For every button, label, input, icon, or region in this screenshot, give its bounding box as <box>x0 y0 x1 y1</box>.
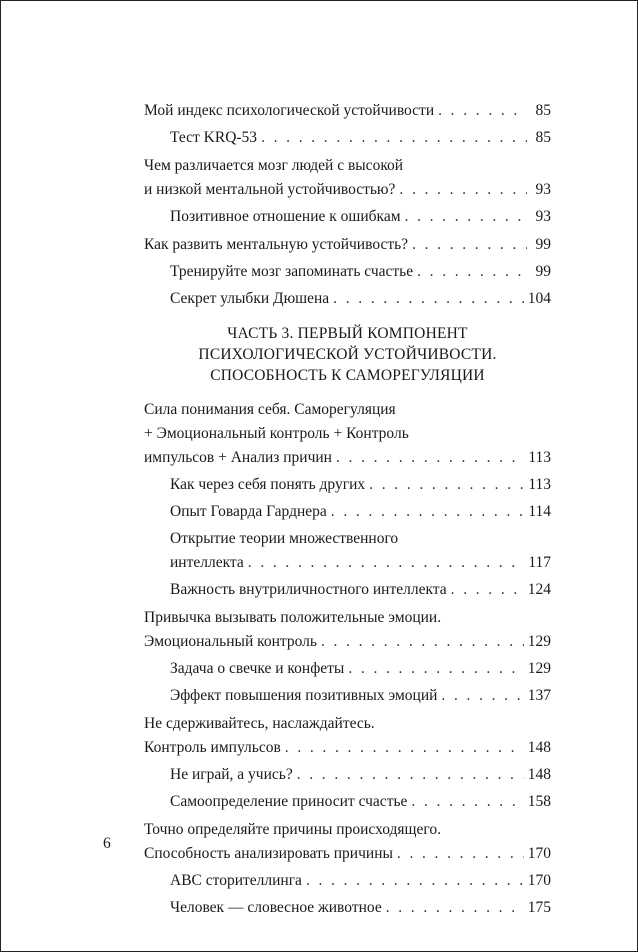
entry-last-line <box>170 260 551 284</box>
toc-subentry <box>144 763 551 787</box>
toc-subentry <box>144 260 551 284</box>
entry-page-number: 148 <box>527 739 551 756</box>
entry-title-line: Мой индекс психологической устойчивости <box>144 102 435 119</box>
dot-leader <box>285 736 524 760</box>
entry-page-number: 93 <box>535 208 551 225</box>
entry-page-number: 170 <box>527 845 551 862</box>
entry-page-number: 99 <box>535 263 551 280</box>
entry-page-number: 104 <box>527 290 551 307</box>
entry-title-line: Не сдерживайтесь, наслаждайтесь. <box>144 715 375 732</box>
toc-subentry <box>144 578 551 602</box>
dot-leader <box>397 842 524 866</box>
entry-last-line <box>144 736 551 760</box>
entry-title-line: интеллекта <box>170 554 244 571</box>
entry-title-line: Привычка вызывать положительные эмоции. <box>144 609 442 626</box>
entry-last-line <box>170 205 551 229</box>
dot-leader <box>297 763 524 787</box>
entry-page-number: 114 <box>528 503 551 520</box>
toc-subentry <box>144 790 551 814</box>
entry-last-line <box>170 869 551 893</box>
entry-title-line: + Эмоциональный контроль + Контроль <box>144 425 409 442</box>
entry-title-line: Тренируйте мозг запоминать счастье <box>170 263 414 280</box>
entry-last-line <box>170 287 551 311</box>
entry-last-line <box>170 763 551 787</box>
dot-leader <box>438 99 527 123</box>
dot-leader <box>386 896 524 920</box>
entry-last-line <box>144 630 551 654</box>
dot-leader <box>412 233 527 257</box>
entry-last-line <box>144 842 551 866</box>
toc-entry <box>144 99 551 123</box>
entry-page-number: 158 <box>527 793 551 810</box>
entry-title-line: Эмоциональный контроль <box>144 633 317 650</box>
entry-page-number: 175 <box>527 899 551 916</box>
entry-title-line: Чем различается мозг людей с высокой <box>144 157 404 174</box>
entry-title-line: Сила понимания себя. Саморегуляция <box>144 401 396 418</box>
entry-last-line <box>144 178 551 202</box>
dot-leader <box>331 500 525 524</box>
toc-section-1 <box>144 99 551 311</box>
dot-leader <box>411 790 523 814</box>
toc-subentry <box>144 473 551 497</box>
table-of-contents <box>144 99 551 923</box>
entry-page-number: 113 <box>528 476 551 493</box>
entry-title-line: Задача о свечке и конфеты <box>170 660 345 677</box>
entry-last-line <box>170 790 551 814</box>
toc-entry <box>144 233 551 257</box>
entry-title-line: Тест KRQ-53 <box>170 129 258 146</box>
entry-title-line: импульсов + Анализ причин <box>144 449 332 466</box>
entry-page-number: 113 <box>528 449 551 466</box>
toc-entry <box>144 712 551 760</box>
part-heading <box>144 323 551 386</box>
entry-last-line <box>170 551 551 575</box>
entry-page-number: 137 <box>527 687 551 704</box>
entry-title-line: Важность внутриличностного интеллекта <box>170 581 447 598</box>
entry-title-line: Как развить ментальную устойчивость? <box>144 236 409 253</box>
entry-page-number: 117 <box>528 554 551 571</box>
entry-title-line: Самоопределение приносит счастье <box>170 793 408 810</box>
entry-last-line <box>170 126 551 150</box>
entry-last-line <box>144 233 551 257</box>
entry-title-line: Опыт Говарда Гарднера <box>170 503 327 520</box>
dot-leader <box>321 630 524 654</box>
toc-subentry <box>144 684 551 708</box>
entry-page-number: 129 <box>527 633 551 650</box>
entry-title-line: и низкой ментальной устойчивостью? <box>144 181 396 198</box>
dot-leader <box>405 205 527 229</box>
toc-entry <box>144 154 551 202</box>
toc-subentry <box>144 527 551 575</box>
entry-title-line: Точно определяйте причины происходящего. <box>144 821 441 838</box>
entry-last-line <box>144 446 551 470</box>
dot-leader <box>417 260 527 284</box>
entry-last-line <box>170 684 551 708</box>
toc-subentry <box>144 500 551 524</box>
page-number: 6 <box>103 835 111 852</box>
dot-leader <box>248 551 525 575</box>
entry-page-number: 170 <box>527 872 551 889</box>
entry-title-line: Позитивное отношение к ошибкам <box>170 208 401 225</box>
entry-page-number: 148 <box>527 766 551 783</box>
toc-subentry <box>144 287 551 311</box>
dot-leader <box>399 178 527 202</box>
entry-last-line <box>170 578 551 602</box>
entry-page-number: 85 <box>535 129 551 146</box>
entry-page-number: 85 <box>535 102 551 119</box>
entry-title-line: Контроль импульсов <box>144 739 281 756</box>
entry-title-line: Секрет улыбки Дюшена <box>170 290 330 307</box>
toc-subentry <box>144 126 551 150</box>
toc-entry <box>144 606 551 654</box>
dot-leader <box>348 657 523 681</box>
part-heading-line: ЧАСТЬ 3. ПЕРВЫЙ КОМПОНЕНТ <box>227 325 468 342</box>
toc-subentry <box>144 657 551 681</box>
dot-leader <box>333 287 524 311</box>
dot-leader <box>369 473 524 497</box>
entry-page-number: 129 <box>527 660 551 677</box>
dot-leader <box>451 578 524 602</box>
entry-last-line <box>170 500 551 524</box>
dot-leader <box>336 446 524 470</box>
entry-page-number: 124 <box>527 581 551 598</box>
dot-leader <box>306 869 524 893</box>
entry-page-number: 99 <box>535 236 551 253</box>
part-heading-line: ПСИХОЛОГИЧЕСКОЙ УСТОЙЧИВОСТИ. <box>198 346 497 363</box>
dot-leader <box>261 126 527 150</box>
entry-last-line <box>170 473 551 497</box>
toc-subentry <box>144 896 551 920</box>
toc-section-2 <box>144 398 551 920</box>
entry-last-line <box>170 657 551 681</box>
dot-leader <box>441 684 523 708</box>
part-heading-line: СПОСОБНОСТЬ К САМОРЕГУЛЯЦИИ <box>210 367 485 384</box>
entry-title-line: Как через себя понять других <box>170 476 366 493</box>
entry-title-line: Способность анализировать причины <box>144 845 393 862</box>
toc-subentry <box>144 205 551 229</box>
entry-title-line: Не играй, а учись? <box>170 766 293 783</box>
entry-last-line <box>170 896 551 920</box>
entry-title-line: Человек — словесное животное <box>170 899 382 916</box>
entry-page-number: 93 <box>535 181 551 198</box>
toc-entry <box>144 398 551 470</box>
toc-entry <box>144 818 551 866</box>
entry-last-line <box>144 99 551 123</box>
toc-subentry <box>144 869 551 893</box>
entry-title-line: ABC сторителлинга <box>170 872 302 889</box>
entry-title-line: Эффект повышения позитивных эмоций <box>170 687 438 704</box>
entry-title-line: Открытие теории множественного <box>170 530 399 547</box>
